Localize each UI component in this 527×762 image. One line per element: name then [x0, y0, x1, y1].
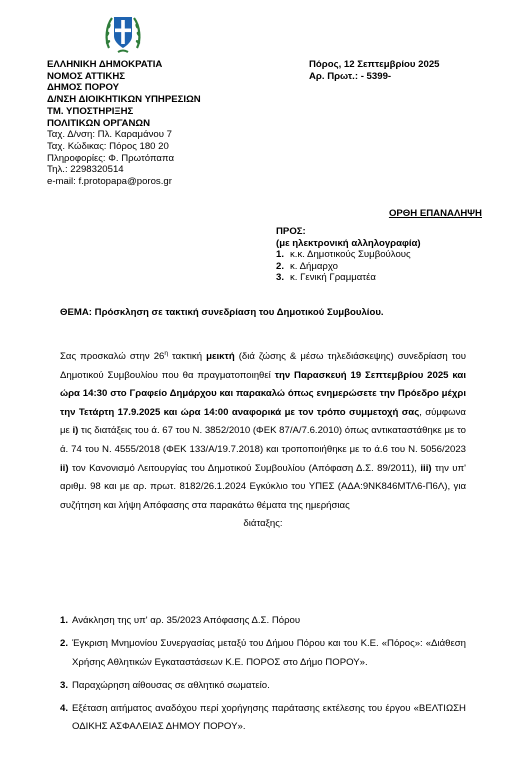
date-line: Πόρος, 12 Σεπτεμβρίου 2025	[309, 59, 440, 70]
agenda-item: 1. Ανάκληση της υπ' αρ. 35/2023 Απόφασης Δ.Σ. Πόρου	[60, 615, 301, 626]
recipient-item: 1. κ.κ. Δημοτικούς Συμβούλους	[276, 249, 411, 260]
sender-line: ΔΗΜΟΣ ΠΟΡΟΥ	[47, 82, 120, 94]
greek-emblem	[104, 12, 142, 56]
sender-line: ΝΟΜΟΣ ΑΤΤΙΚΗΣ	[47, 70, 126, 82]
correction-notice: ΟΡΘΗ ΕΠΑΝΑΛΗΨΗ	[388, 208, 482, 219]
delivery-method: (με ηλεκτρονική αλληλογραφία)	[276, 237, 421, 249]
emblem-icon	[104, 12, 142, 56]
postal-code-line: Ταχ. Κώδικας: Πόρος 180 20	[47, 140, 169, 152]
phone-line: Τηλ.: 2298320514	[47, 164, 124, 176]
sender-line: Δ/ΝΣΗ ΔΙΟΙΚΗΤΙΚΩΝ ΥΠΗΡΕΣΙΩΝ	[47, 94, 201, 106]
agenda-list	[60, 612, 466, 742]
recipient-item: 3. κ. Γενική Γραμματέα	[276, 272, 376, 283]
email-line: e-mail: f.protopapa@poros.gr	[47, 176, 172, 188]
sender-line: ΤΜ. ΥΠΟΣΤΗΡΙΞΗΣ	[47, 105, 134, 117]
sender-line: ΕΛΛΗΝΙΚΗ ΔΗΜΟΚΡΑΤΙΑ	[47, 59, 163, 70]
to-heading: ΠΡΟΣ:	[276, 226, 306, 237]
protocol-number: Αρ. Πρωτ.: - 5399-	[309, 71, 392, 82]
agenda-item: 4. Εξέταση αιτήματος αναδόχου περί χορήγησης παράτασης εκτέλεσης του έργου «ΒΕΛΤΙΩΣΗ ΟΔΙΚΗΣ ΑΣΦΑΛΕΙΑΣ ΔΗΜΟΥ ΠΟΡΟΥ».	[60, 703, 466, 733]
body-paragraph-end: διάταξης:	[243, 518, 283, 530]
date-protocol-block	[309, 59, 440, 83]
meeting-details: την Παρασκευή 19 Σεπτεμβρίου 2025 και ώρα 14:30 στο Γραφείο Δημάρχου και παρακαλώ όπως ενημερώσετε την Πρόεδρο μέχρι την Τετάρτη 17.9.2025 και ώρα 14:00 αναφορικά με τον τρόπο συμμετοχή σας	[60, 369, 466, 418]
info-contact-line: Πληροφορίες: Φ. Πρωτόπαπα	[47, 152, 175, 164]
sender-block	[47, 59, 201, 188]
sender-line: ΠΟΛΙΤΙΚΩΝ ΟΡΓΑΝΩΝ	[47, 117, 150, 129]
address-line: Ταχ. Δ/νση: Πλ. Καραμάνου 7	[47, 129, 172, 141]
agenda-item: 3. Παραχώρηση αίθουσας σε αθλητικό σωματείο.	[60, 679, 270, 691]
body-paragraph: Σας προσκαλώ στην $26^\eta$ τακτική μεικτή (διά ζώσης & μέσω τηλεδιάσκεψης) συνεδρίαση του Δημοτικού Συμβουλίου που θα πραγματοποιηθεί την Παρασκευή 19 Σεπτεμβρίου 2025 και ώρα 14:30 στο Γραφείο Δημάρχου και παρακαλώ όπως ενημερώσετε την Πρόεδρο μέχρι την Τετάρτη 17.9.2025 και ώρα 14:00 αναφορικά με τον τρόπο συμμετοχή σας, σύμφωνα με i) τις διατάξεις του ά. 67 του Ν. 3852/2010 (ΦΕΚ 87/Α/7.6.2010) όπως αντικαταστάθηκε με το ά. 74 του Ν. 4555/2018 (ΦΕΚ 133/Α/19.7.2018) και τροποποιήθηκε με το ά.6 του Ν. 5056/2023 ii) τον Κανονισμό Λειτουργίας του Δημοτικού Συμβουλίου (Απόφαση Δ.Σ. 89/2011), iii) την υπ' αριθμ. 98 και με αρ. πρωτ. 8182/26.1.2024 Εγκύκλιο του ΥΠΕΣ (ΑΔΑ:9ΝΚ846ΜΤΛ6-Π6Λ), για συζήτηση και λήψη Απόφασης στα παρακάτω θέματα της ημερήσιας διάταξης:	[60, 348, 466, 534]
recipients-block	[276, 226, 421, 284]
subject-line: ΘΕΜΑ: Πρόσκληση σε τακτική συνεδρίαση του Δημοτικού Συμβουλίου.	[60, 307, 384, 318]
agenda-item: 2. Έγκριση Μνημονίου Συνεργασίας μεταξύ του Δήμου Πόρου και του Κ.Ε. «Πόρος»: «Διάθεση Χρήσης Αθλητικών Εγκαταστάσεων Κ.Ε. ΠΟΡΟΣ στο Δήμο ΠΟΡΟΥ».	[60, 638, 466, 668]
recipient-item: 2. κ. Δήμαρχο	[276, 260, 338, 272]
